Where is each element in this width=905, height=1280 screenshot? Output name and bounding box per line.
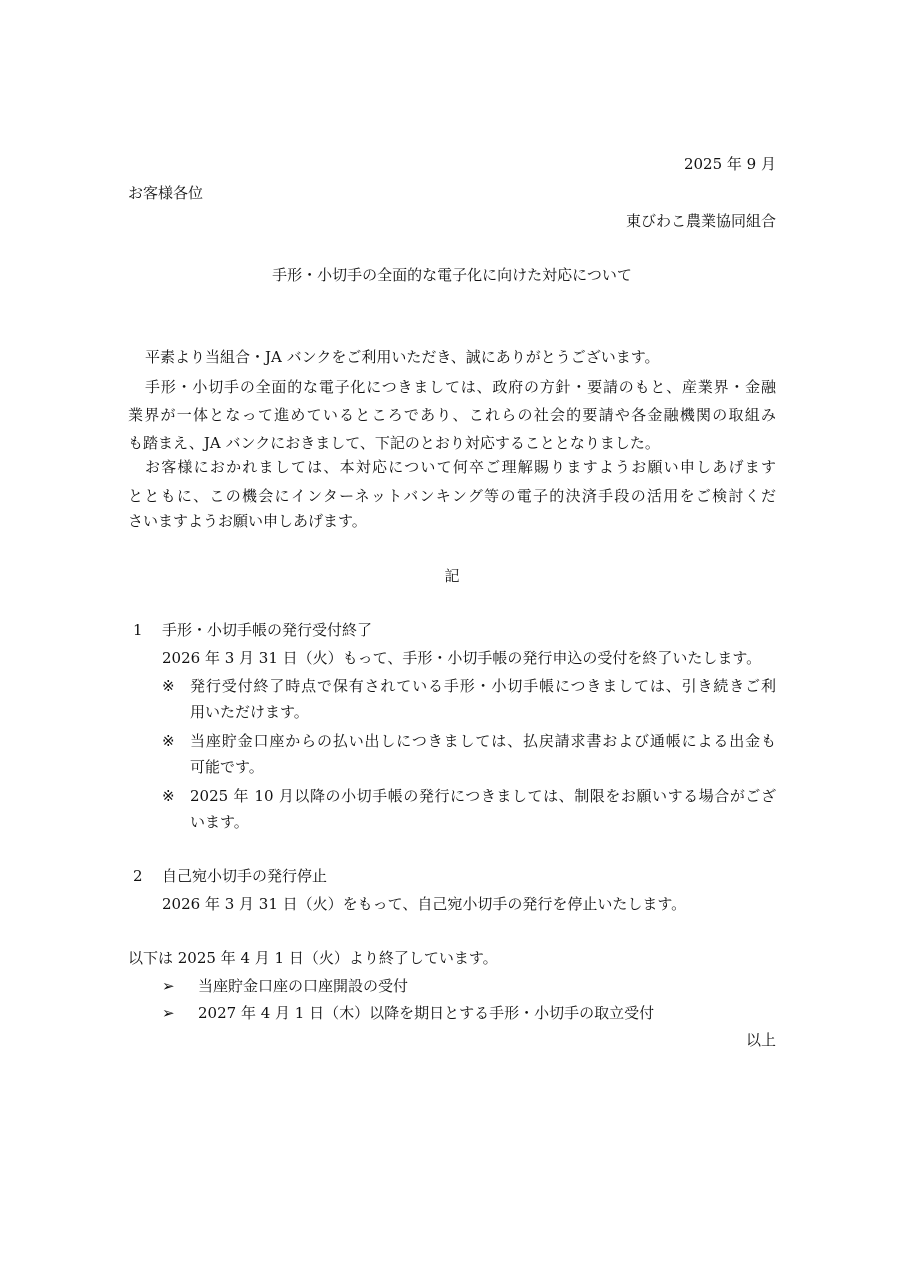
recipient: お客様各位 (128, 184, 204, 202)
note-mark: ※ (162, 732, 175, 750)
note-3-continuation: います。 (190, 813, 249, 831)
section-1-text: 2026 年 3 月 31 日（火）もって、手形・小切手帳の発行申込の受付を終了いたします。 (162, 649, 762, 667)
note-1-text: 発行受付終了時点で保有されている手形・小切手帳につきましては、引き続きご利 (190, 677, 776, 695)
body-paragraph-3-line-3: さいますようお願い申しあげます。 (128, 512, 367, 530)
body-paragraph-1: 平素より当組合・JA バンクをご利用いただき、誠にありがとうございます。 (145, 348, 660, 366)
closing-mark: 以上 (745, 1031, 776, 1049)
ended-item-2-text: 2027 年 4 月 1 日（木）以降を期日とする手形・小切手の取立受付 (198, 1004, 655, 1022)
document-title: 手形・小切手の全面的な電子化に向けた対応について (272, 266, 632, 284)
arrow-bullet-icon: ➢ (162, 977, 175, 995)
note-3-text: 2025 年 10 月以降の小切手帳の発行につきましては、制限をお願いする場合がござ (190, 787, 776, 805)
section-2-heading: 自己宛小切手の発行停止 (162, 867, 328, 885)
body-paragraph-3-line-1: お客様におかれましては、本対応について何卒ご理解賜りますようお願い申しあげます (145, 458, 776, 476)
section-2-number: 2 (133, 867, 143, 885)
note-2-text: 当座貯金口座からの払い出しにつきましては、払戻請求書および通帳による出金も (190, 732, 776, 750)
note-1-continuation: 用いただけます。 (190, 703, 309, 721)
body-paragraph-2-line-3: も踏まえ、JA バンクにおきまして、下記のとおり対応することとなりました。 (128, 434, 660, 452)
ended-intro: 以下は 2025 年 4 月 1 日（火）より終了しています。 (128, 949, 498, 967)
note-mark: ※ (162, 787, 175, 805)
section-1-number: 1 (133, 621, 143, 639)
body-paragraph-3-line-2: とともに、この機会にインターネットバンキング等の電子的決済手段の活用をご検討くだ (128, 487, 776, 505)
note-2-continuation: 可能です。 (190, 758, 264, 776)
ended-item-1-text: 当座貯金口座の口座開設の受付 (198, 977, 409, 995)
document-date: 2025 年 9 月 (683, 155, 776, 173)
ki-marker: 記 (444, 567, 460, 585)
section-1-heading: 手形・小切手帳の発行受付終了 (162, 621, 373, 639)
body-paragraph-2-line-2: 業界が一体となって進めているところであり、これらの社会的要請や各金融機関の取組み (128, 406, 776, 424)
note-mark: ※ (162, 677, 175, 695)
section-2-text: 2026 年 3 月 31 日（火）をもって、自己宛小切手の発行を停止いたします。 (162, 895, 687, 913)
arrow-bullet-icon: ➢ (162, 1004, 175, 1022)
document-page (128, 0, 776, 1280)
body-paragraph-2-line-1: 手形・小切手の全面的な電子化につきましては、政府の方針・要請のもと、産業界・金融 (145, 378, 776, 396)
sender-organization: 東びわこ農業協同組合 (625, 212, 776, 230)
